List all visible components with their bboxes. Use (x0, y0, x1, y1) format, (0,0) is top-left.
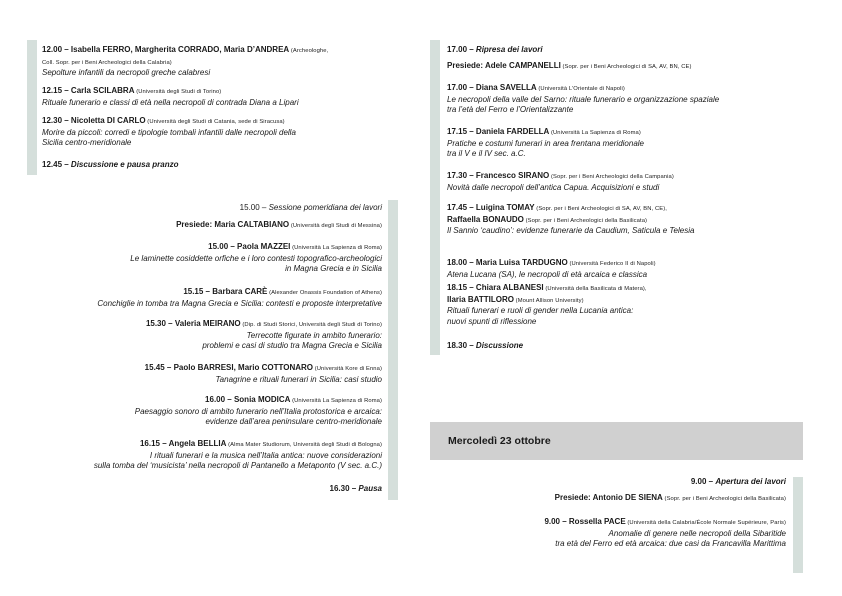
title-text: Novità dalle necropoli dell’antica Capua. Acquisizioni e studi (447, 182, 660, 192)
entry-heading-line (447, 61, 792, 73)
title-text: sulla tomba del ‘musicista’ nella necropoli di Pantanello a Metaponto (V sec. a.C.) (93, 461, 382, 471)
speaker-text: 17.00 – Diana SAVELLA (447, 83, 537, 92)
entry-heading-line (42, 439, 382, 451)
affiliation-text: (Università La Sapienza di Roma) (290, 245, 382, 251)
speaker-text: 18.30 – (447, 341, 476, 350)
entry-detail-line (42, 254, 382, 265)
programme-entry (447, 127, 792, 160)
programme-entry (447, 341, 792, 352)
speaker-text: Presiede: Maria CALTABIANO (176, 220, 290, 229)
title-text: Paesaggio sonoro di ambito funerario nell’Italia protostorica e arcaica: (134, 406, 382, 416)
programme-entry (42, 395, 382, 428)
affiliation-text: (Università Kore di Enna) (313, 366, 382, 372)
entry-detail-line (42, 68, 382, 79)
programme-entry (42, 220, 382, 232)
entry-heading-line (42, 160, 382, 171)
programme-entry (42, 45, 382, 79)
entry-detail-line (447, 270, 792, 281)
affiliation-text: (Università La Sapienza di Roma) (549, 130, 641, 136)
speaker-text: Presiede: Adele CAMPANELLI (447, 61, 561, 70)
affiliation-text: (Università della Basilicata di Matera), (543, 286, 647, 292)
entry-heading-line (447, 171, 792, 183)
speaker-text: 16.15 – Angela BELLIA (139, 439, 227, 448)
title-text: Discussione (475, 341, 524, 350)
affiliation-text: Coll. Sopr. per i Beni Archeologici della Calabria) (42, 59, 172, 66)
entry-detail-line (42, 375, 382, 386)
title-text: Terrecotte figurate in ambito funerario: (246, 330, 382, 340)
speaker-text: 15.15 – Barbara CARÈ (183, 287, 268, 296)
speaker-text: 15.00 – Paola MAZZEI (208, 242, 291, 251)
entry-detail-line (447, 183, 792, 194)
speaker-text: 12.45 – (42, 160, 71, 169)
speaker-text: Ilaria BATTILORO (447, 294, 514, 304)
programme-entry (447, 171, 792, 193)
programme-entry (440, 477, 786, 488)
title-text: Pausa (358, 484, 382, 493)
right-bottom-side-bar (793, 477, 803, 573)
speaker-text: 17.30 – Francesco SIRANO (447, 171, 550, 180)
entry-heading-line (42, 287, 382, 299)
title-text: in Magna Grecia e in Sicilia (285, 264, 382, 274)
entry-detail-line (447, 306, 792, 317)
entry-heading-line (42, 116, 382, 128)
entry-heading-line (42, 484, 382, 495)
entry-detail-line (42, 407, 382, 418)
entry-heading-line (42, 220, 382, 232)
title-text: Rituale funerario e classi di età nella necropoli di contrada Diana a Lipari (42, 97, 299, 107)
speaker-text: 9.00 – (690, 477, 716, 486)
programme-entry (447, 203, 792, 237)
entry-heading-line (42, 86, 382, 98)
programme-entry (42, 203, 382, 214)
entry-heading-line (42, 395, 382, 407)
entry-heading-line (447, 127, 792, 139)
entry-heading-line (42, 363, 382, 375)
entry-detail-line (42, 451, 382, 462)
title-text: problemi e casi di studio tra Magna Grecia e Sicilia (202, 341, 382, 351)
title-text: I rituali funerari e la musica nell’Italia antica: nuove considerazioni (149, 450, 382, 460)
title-text: Pratiche e costumi funerari in area frentana meridionale (447, 138, 644, 148)
speaker-text: 17.45 – Luigina TOMAY (447, 203, 535, 212)
entry-detail-line (447, 95, 792, 106)
programme-entry (42, 287, 382, 309)
entry-heading-line (447, 258, 792, 270)
affiliation-text: (Dip. di Studi Storici, Università degli Studi di Torino) (240, 322, 382, 328)
entry-detail-line (447, 295, 792, 307)
affiliation-text: (Sopr. per i Beni Archeologici della Basilicata) (662, 496, 786, 502)
programme-entry (447, 83, 792, 116)
affiliation-text: (Università Federico II di Napoli) (567, 261, 656, 267)
speaker-text: 12.30 – Nicoletta DI CARLO (42, 116, 146, 125)
entry-heading-line (447, 341, 792, 352)
affiliation-text: (Alexander Onassis Foundation of Athens) (267, 290, 382, 296)
entry-detail-line (42, 331, 382, 342)
programme-entry (42, 439, 382, 472)
title-text: Anomalie di genere nelle necropoli della Sibaritide (608, 528, 786, 538)
entry-heading-line (42, 45, 382, 57)
entry-heading-line (447, 45, 792, 56)
title-text: Ripresa dei lavori (475, 45, 543, 54)
affiliation-text: (Mount Allison University) (513, 297, 584, 304)
programme-entry (440, 493, 786, 505)
entry-detail-line (42, 299, 382, 310)
speaker-text: 16.30 – (329, 484, 359, 493)
affiliation-text: (Sopr. per i Beni Archeologici della Campania) (549, 174, 674, 180)
entry-heading-line (440, 517, 786, 529)
programme-entry (42, 242, 382, 275)
entry-detail-line (42, 128, 382, 139)
speaker-text: 15.30 – Valeria MEIRANO (145, 319, 241, 328)
entry-detail-line (42, 461, 382, 472)
title-text: evidenze dall’area peninsulare centro-meridionale (205, 417, 382, 427)
entry-heading-line (42, 203, 382, 214)
programme-entry (42, 116, 382, 149)
entry-detail-line (447, 105, 792, 116)
entry-heading-line (447, 283, 792, 295)
entry-heading-line (440, 493, 786, 505)
programme-entry (42, 363, 382, 385)
title-text: Apertura dei lavori (715, 477, 786, 486)
affiliation-text: (Università degli Studi di Messina) (289, 223, 382, 229)
entry-detail-line (42, 417, 382, 428)
title-text: tra l’età del Ferro e l’Orientalizzante (447, 105, 574, 115)
affiliation-text: (Archeologhe, (289, 48, 329, 54)
affiliation-text: (Sopr. per i Beni Archeologici di SA, AV, BN, CE), (534, 206, 667, 212)
affiliation-text: (Università della Calabria/École Normale Supérieure, Paris) (625, 520, 786, 526)
affiliation-text: (Università L’Orientale di Napoli) (536, 86, 625, 92)
programme-entry (440, 517, 786, 550)
speaker-text: 12.00 – Isabella FERRO, Margherita CORRADO, Maria D’ANDREA (42, 45, 290, 54)
affiliation-text: (Alma Mater Studiorum, Università degli Studi di Bologna) (226, 442, 382, 448)
speaker-text: Raffaella BONAUDO (447, 214, 524, 224)
speaker-text: 9.00 – Rossella PACE (544, 517, 626, 526)
title-text: tra età del Ferro ed età arcaica: due casi da Francavilla Marittima (555, 539, 786, 549)
entry-heading-line (42, 319, 382, 331)
day-heading: Mercoledì 23 ottobre (430, 422, 803, 460)
entry-detail-line (42, 264, 382, 275)
entry-heading-line (447, 83, 792, 95)
affiliation-text: (Università La Sapienza di Roma) (290, 398, 382, 404)
entry-detail-line (447, 215, 792, 227)
entry-detail-line (447, 149, 792, 160)
speaker-text: 17.15 – Daniela FARDELLA (447, 127, 550, 136)
title-text: tra il V e il IV sec. a.C. (447, 149, 526, 159)
title-text: Atena Lucana (SA), le necropoli di età arcaica e classica (447, 269, 648, 279)
entry-heading-line (42, 242, 382, 254)
title-text: Le necropoli della valle del Sarno: rituale funerario e organizzazione spaziale (447, 94, 720, 104)
programme-entry (42, 86, 382, 108)
programme-entry (447, 61, 792, 73)
entry-heading-line (440, 477, 786, 488)
entry-detail-line (447, 226, 792, 237)
entry-detail-line (42, 57, 382, 69)
speaker-text: 18.00 – Maria Luisa TARDUGNO (447, 258, 568, 267)
left-bottom-side-bar (388, 200, 398, 500)
speaker-text: 18.15 – Chiara ALBANESI (447, 283, 544, 292)
speaker-text: 12.15 – Carla SCILABRA (42, 86, 135, 95)
title-text: Conchiglie in tomba tra Magna Grecia e Sicilia: contesti e proposte interpretative (97, 298, 382, 308)
right-top-side-bar (430, 40, 440, 355)
title-text: Le laminette cosiddette orfiche e i loro contesti topografico-archeologici (130, 253, 382, 263)
entry-detail-line (440, 529, 786, 540)
entry-detail-line (42, 138, 382, 149)
programme-entry (447, 283, 792, 327)
programme-entry (447, 45, 792, 56)
affiliation-text: (Sopr. per i Beni Archeologici della Basilicata) (523, 217, 648, 224)
title-text: Sessione pomeridiana dei lavori (268, 203, 382, 212)
entry-detail-line (440, 539, 786, 550)
speaker-text: 16.00 – Sonia MODICA (205, 395, 291, 404)
affiliation-text: (Università degli Studi di Catania, sede di Siracusa) (145, 119, 285, 125)
entry-detail-line (42, 98, 382, 109)
programme-entry (447, 258, 792, 280)
title-text: Morire da piccoli: corredi e tipologie tombali infantili dalle necropoli della (42, 127, 296, 137)
programme-entry (42, 160, 382, 171)
entry-detail-line (447, 139, 792, 150)
speaker-text: 17.00 – (447, 45, 476, 54)
title-text: Rituali funerari e ruoli di gender nella Lucania antica: (447, 306, 634, 316)
title-text: Discussione e pausa pranzo (70, 160, 179, 169)
entry-detail-line (42, 341, 382, 352)
left-top-side-bar (27, 40, 37, 175)
title-text: Il Sannio ‘caudino’: evidenze funerarie da Caudium, Saticula e Telesia (447, 226, 695, 236)
title-text: nuovi spunti di riflessione (447, 316, 537, 326)
entry-heading-line (447, 203, 792, 215)
affiliation-text: (Sopr. per i Beni Archeologici di SA, AV, BN, CE) (560, 64, 692, 70)
title-text: Tanagrine e rituali funerari in Sicilia: casi studio (215, 374, 382, 384)
affiliation-text: (Università degli Studi di Torino) (134, 89, 222, 95)
speaker-text: 15.00 – (239, 203, 269, 212)
programme-entry (42, 484, 382, 495)
speaker-text: Presiede: Antonio DE SIENA (554, 493, 663, 502)
entry-detail-line (447, 317, 792, 328)
title-text: Sepolture infantili da necropoli greche calabresi (42, 68, 211, 78)
speaker-text: 15.45 – Paolo BARRESI, Mario COTTONARO (144, 363, 314, 372)
programme-entry (42, 319, 382, 352)
title-text: Sicilia centro-meridionale (42, 138, 132, 148)
